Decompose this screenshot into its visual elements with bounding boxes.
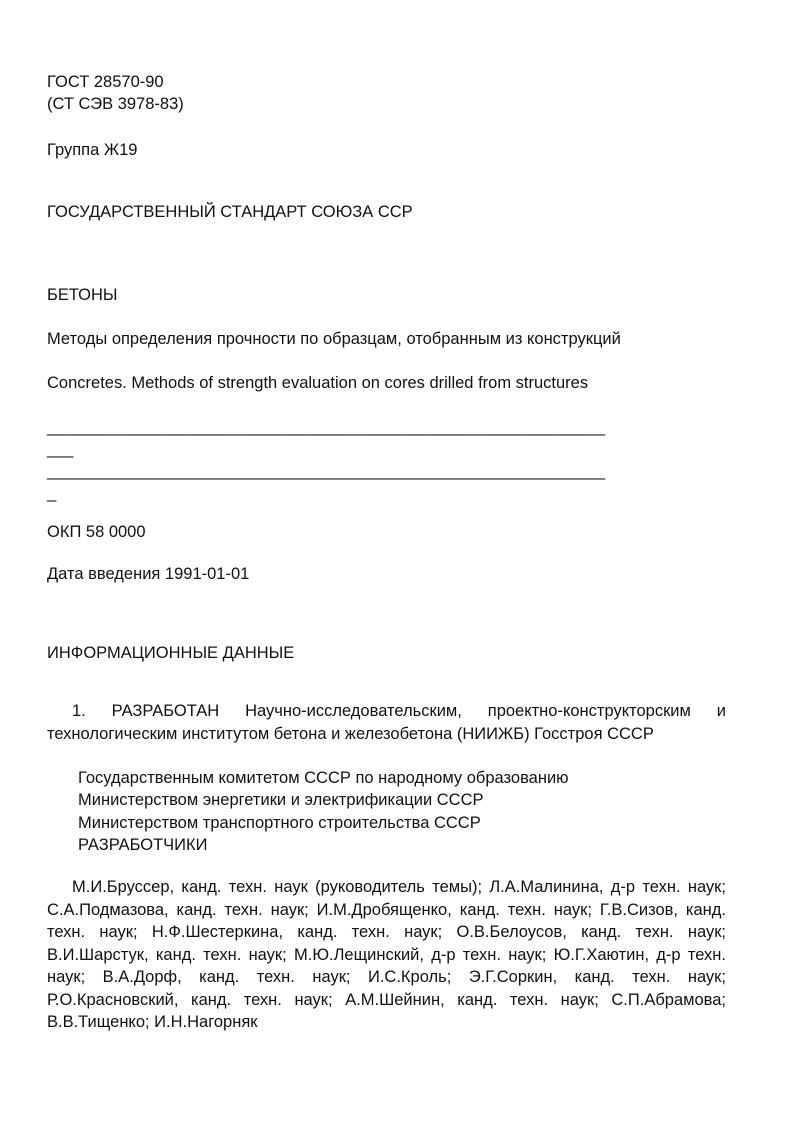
ministry-energy-line: Министерством энергетики и электрификации СССР [78,791,484,809]
ministry-education-line: Государственным комитетом СССР по народному образованию [78,769,569,787]
gost-number: ГОСТ 28570-90 [47,73,164,91]
subtitle-russian: Методы определения прочности по образцам, отобранным из конструкций [47,330,621,348]
developers-list: М.И.Бруссер, канд. техн. наук (руководитель темы); Л.А.Малинина, д-р техн. наук; С.А.Подмазова, канд. техн. наук; И.М.Дробященко, канд. техн. наук; Г.В.Сизов, канд. техн. наук; Н.Ф.Шестеркина, канд. техн. наук; О.В.Белоусов, канд. техн. наук; В.И.Шарстук, канд. техн. наук; М.Ю.Лещинский, д-р техн. наук; Ю.Г.Хаютин, д-р техн. наук; В.А.Дорф, канд. техн. наук; И.С.Кроль; Э.Г.Соркин, канд. техн. наук; Р.О.Красновский, канд. техн. наук; А.М.Шейнин, канд. техн. наук; С.П.Абрамова; В.В.Тищенко; И.Н.Нагорняк [47,878,726,1031]
horizontal-rule-1: _________________________________________________________________ [47,418,605,436]
ministry-transport-line: Министерством транспортного строительства СССР [78,814,481,832]
group-code: Группа Ж19 [47,141,138,159]
horizontal-rule-1-tail: ___ [47,440,73,458]
introduction-date: Дата введения 1991-01-01 [47,565,250,583]
subtitle-english: Concretes. Methods of strength evaluation on cores drilled from structures [47,374,589,392]
standard-type: ГОСУДАРСТВЕННЫЙ СТАНДАРТ СОЮЗА ССР [47,203,413,221]
horizontal-rule-2: _________________________________________________________________ [47,462,605,480]
info-heading: ИНФОРМАЦИОННЫЕ ДАННЫЕ [47,644,295,662]
okp-code: ОКП 58 0000 [47,523,146,541]
developed-by-paragraph: 1. РАЗРАБОТАН Научно-исследовательским, проектно-конструкторским и технологическим институтом бетона и железобетона (НИИЖБ) Госстроя СССР [47,702,726,743]
horizontal-rule-2-tail: _ [47,484,56,502]
document-title: БЕТОНЫ [47,286,118,304]
st-sev-reference: (СТ СЭВ 3978-83) [47,95,184,113]
developers-label: РАЗРАБОТЧИКИ [78,836,208,854]
